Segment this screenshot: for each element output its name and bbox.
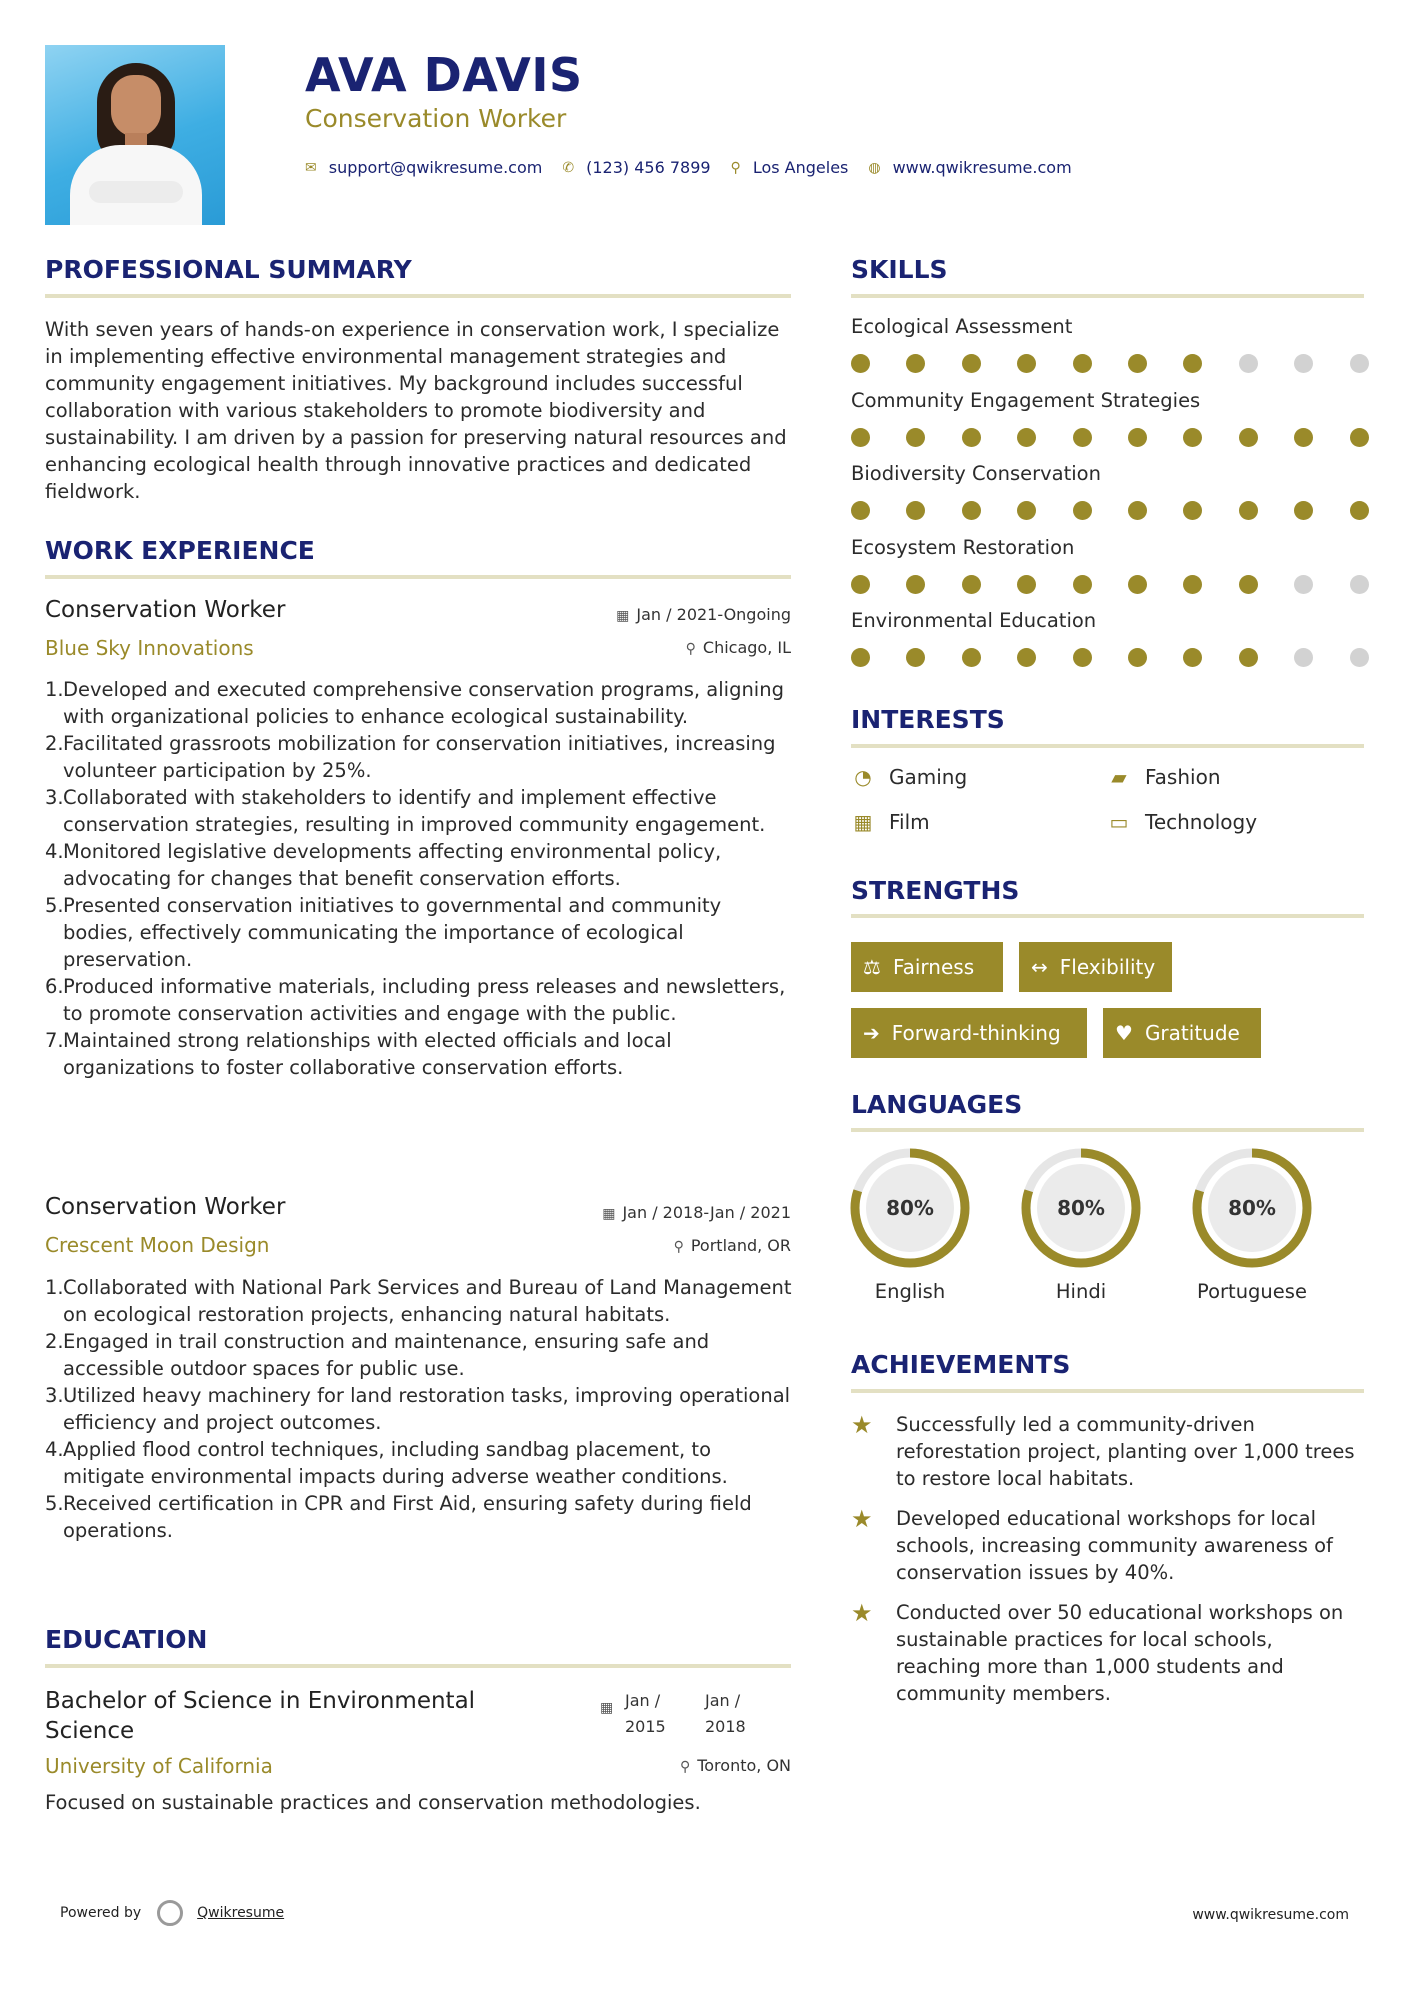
achievements-heading: ACHIEVEMENTS [851, 1350, 1071, 1379]
degree-title: Bachelor of Science in Environmental Science [45, 1688, 476, 1744]
skill-dot [1350, 575, 1369, 594]
skill-dot [851, 428, 870, 447]
list-item: Received certification in CPR and First Aid, ensuring safety during field operations. [63, 1492, 752, 1542]
strength-badge: ➔ Forward-thinking [851, 1008, 1087, 1058]
skill-dot [962, 648, 981, 667]
strength-badge: ⚖ Fairness [851, 942, 1003, 992]
section-divider [851, 914, 1364, 918]
achievement-item: ★ Developed educational workshops for local schools, increasing community awareness of conservation issues by 40%. [851, 1505, 1333, 1584]
language-ring [848, 1146, 972, 1270]
skill-dot [1073, 354, 1092, 373]
skill-rating [851, 648, 1366, 668]
skill-dot [1294, 648, 1313, 667]
language-name: Hindi [1055, 1280, 1107, 1303]
list-item: Monitored legislative developments affecting environmental policy, advocating for changes that benefit conservation efforts. [63, 840, 722, 890]
heart-icon: ♥ [1115, 1021, 1133, 1045]
skill-dot [962, 354, 981, 373]
list-item: Utilized heavy machinery for land restoration tasks, improving operational efficiency and project outcomes. [63, 1384, 791, 1434]
language-ring [1019, 1146, 1143, 1270]
star-icon: ★ [851, 1411, 873, 1439]
skill-rating [851, 575, 1366, 595]
skill-dot [1017, 428, 1036, 447]
language-percent: 80% [1057, 1196, 1105, 1220]
skill-dot [1183, 501, 1202, 520]
summary-heading: PROFESSIONAL SUMMARY [45, 255, 412, 284]
skill-dot [1350, 648, 1369, 667]
interest-film: ▦ Film [851, 810, 930, 834]
skill-dot [1017, 501, 1036, 520]
calendar-icon: ▦ [616, 608, 630, 624]
skill-dot [1350, 428, 1369, 447]
skill-dot [1239, 575, 1258, 594]
language-item [1190, 1146, 1314, 1303]
candidate-name: AVA DAVIS [305, 48, 583, 102]
interest-gaming: ◔ Gaming [851, 765, 967, 789]
edu-end-date: Jan / 2018 [705, 1691, 746, 1736]
pin-icon: ⚲ [673, 1239, 684, 1255]
language-percent: 80% [1228, 1196, 1276, 1220]
skill-dot [1073, 575, 1092, 594]
skill-dot [1128, 501, 1147, 520]
skill-dot [906, 354, 925, 373]
skill-dot [1239, 428, 1258, 447]
skill-name: Community Engagement Strategies [851, 388, 1201, 412]
section-divider [45, 575, 791, 579]
skill-dot [906, 428, 925, 447]
film-icon: ▦ [853, 810, 873, 834]
skill-dot [1239, 354, 1258, 373]
language-ring [1190, 1146, 1314, 1270]
skill-dot [1183, 648, 1202, 667]
job-title: Conservation Worker [45, 1194, 286, 1220]
skill-dot [1073, 501, 1092, 520]
experience-heading: WORK EXPERIENCE [45, 536, 315, 565]
interests-heading: INTERESTS [851, 705, 1005, 734]
skill-dot [1017, 648, 1036, 667]
profile-photo [45, 45, 225, 225]
phone-icon: ✆ [562, 159, 575, 176]
calendar-icon: ▦ [602, 1206, 616, 1222]
skill-dot [1294, 575, 1313, 594]
skill-dot [906, 648, 925, 667]
section-divider [851, 294, 1364, 298]
footer-url[interactable]: www.qwikresume.com [1192, 1907, 1349, 1923]
interest-technology: ▭ Technology [1107, 810, 1257, 834]
shopping-bag-icon: ▰ [1111, 765, 1127, 789]
job-location: ⚲ Chicago, IL [685, 638, 791, 657]
languages-heading: LANGUAGES [851, 1090, 1023, 1119]
skill-dot [1294, 354, 1313, 373]
contact-phone[interactable]: ✆ (123) 456 7899 [562, 158, 711, 177]
pin-icon: ⚲ [685, 641, 696, 657]
skill-dot [1183, 575, 1202, 594]
calendar-icon: ▦ [600, 1700, 614, 1716]
list-item: Collaborated with National Park Services and Bureau of Land Management on ecological restoration projects, enhancing natural habitats. [63, 1276, 792, 1326]
list-item: Facilitated grassroots mobilization for conservation initiatives, increasing volunteer participation by 25%. [63, 732, 776, 782]
balance-scale-icon: ⚖ [863, 955, 881, 979]
laptop-icon: ▭ [1109, 810, 1129, 834]
strengths-heading: STRENGTHS [851, 876, 1020, 905]
candidate-title: Conservation Worker [305, 104, 567, 133]
skill-dot [1128, 575, 1147, 594]
skill-dot [1239, 501, 1258, 520]
arrow-right-icon: ➔ [863, 1021, 880, 1045]
list-item: Engaged in trail construction and maintenance, ensuring safe and accessible outdoor spaces for public use. [63, 1330, 710, 1380]
star-icon: ★ [851, 1599, 873, 1627]
language-item [848, 1146, 972, 1303]
footer-powered-by: Powered by Qwikresume [60, 1900, 284, 1926]
edu-location: ⚲ Toronto, ON [679, 1756, 791, 1775]
section-divider [851, 1389, 1364, 1393]
skill-dot [962, 501, 981, 520]
language-name: English [874, 1280, 946, 1303]
skill-dot [1128, 354, 1147, 373]
contact-bar [305, 158, 1092, 177]
skill-dot [962, 575, 981, 594]
contact-website[interactable]: ◍ www.qwikresume.com [868, 158, 1072, 177]
skill-dot [851, 575, 870, 594]
skill-dot [851, 501, 870, 520]
section-divider [851, 1128, 1364, 1132]
skill-name: Biodiversity Conservation [851, 462, 1101, 485]
skill-rating [851, 428, 1366, 448]
skill-dot [1128, 428, 1147, 447]
skill-name: Environmental Education [851, 609, 1097, 632]
skill-rating [851, 354, 1366, 374]
contact-location: ⚲ Los Angeles [730, 158, 849, 177]
skill-dot [1239, 648, 1258, 667]
skills-heading: SKILLS [851, 255, 948, 284]
skill-name: Ecosystem Restoration [851, 535, 1075, 559]
achievement-item: ★ Successfully led a community-driven reforestation project, planting over 1,000 trees to restore local habitats. [851, 1411, 1355, 1490]
list-item: Produced informative materials, including press releases and newsletters, to promote conservation activities and engage with the public. [63, 975, 786, 1025]
skill-name: Ecological Assessment [851, 315, 1073, 338]
job-company: Blue Sky Innovations [45, 636, 254, 660]
list-item: Collaborated with stakeholders to identify and implement effective conservation strategies, resulting in improved community engagement. [63, 786, 766, 836]
skill-dot [1294, 501, 1313, 520]
map-marker-icon: ⚲ [730, 159, 741, 176]
strength-badge: ↔ Flexibility [1019, 942, 1172, 992]
education-heading: EDUCATION [45, 1625, 208, 1654]
skill-dot [1017, 354, 1036, 373]
star-icon: ★ [851, 1505, 873, 1533]
job-dates: ▦ Jan / 2018-Jan / 2021 [602, 1203, 791, 1222]
double-arrow-icon: ↔ [1031, 955, 1048, 979]
list-item: Developed and executed comprehensive conservation programs, aligning with organizational policies to enhance ecological sustainability. [63, 678, 784, 728]
section-divider [45, 294, 791, 298]
job-dates: ▦ Jan / 2021-Ongoing [616, 605, 791, 624]
skill-rating [851, 501, 1366, 521]
section-divider [851, 744, 1364, 748]
skill-dot [1294, 428, 1313, 447]
footer-brand-link[interactable]: Qwikresume [197, 1905, 285, 1921]
section-divider [45, 1664, 791, 1668]
skill-dot [906, 501, 925, 520]
qwikresume-logo-icon [157, 1900, 183, 1926]
language-item [1019, 1146, 1143, 1303]
list-item: Applied flood control techniques, including sandbag placement, to mitigate environmental impacts during adverse weather conditions. [63, 1438, 728, 1488]
envelope-icon: ✉ [305, 159, 317, 176]
job-location: ⚲ Portland, OR [673, 1236, 791, 1255]
skill-dot [1350, 501, 1369, 520]
language-name: Portuguese [1197, 1280, 1307, 1303]
summary-text: With seven years of hands-on experience in conservation work, I specialize in implementing effective environmental management strategies and community engagement initiatives. My background includes successful collaboration with various stakeholders to promote biodiversity and sustainability. I am driven by a passion for preserving natural resources and enhancing ecological health through innovative practices and dedicated fieldwork. [45, 318, 787, 503]
achievement-item: ★ Conducted over 50 educational workshops on sustainable practices for local schools, reaching more than 1,000 students and community members. [851, 1599, 1344, 1705]
contact-email[interactable]: ✉ support@qwikresume.com [305, 158, 543, 177]
skill-dot [851, 648, 870, 667]
pin-icon: ⚲ [679, 1759, 691, 1775]
skill-dot [906, 575, 925, 594]
job-company: Crescent Moon Design [45, 1233, 270, 1257]
skill-dot [1073, 428, 1092, 447]
list-item: Maintained strong relationships with elected officials and local organizations to foster collaborative conservation efforts. [63, 1029, 672, 1079]
interest-fashion: ▰ Fashion [1107, 765, 1221, 789]
strength-badge: ♥ Gratitude [1103, 1008, 1261, 1058]
edu-description: Focused on sustainable practices and conservation methodologies. [45, 1791, 701, 1814]
gamepad-icon: ◔ [854, 765, 872, 789]
school-name: University of California [45, 1754, 273, 1778]
language-percent: 80% [886, 1196, 934, 1220]
globe-icon: ◍ [868, 159, 881, 176]
skill-dot [1073, 648, 1092, 667]
skill-dot [1017, 575, 1036, 594]
edu-start-date: Jan / 2015 [625, 1691, 666, 1736]
skill-dot [962, 428, 981, 447]
job-bullets [45, 1274, 795, 1544]
skill-dot [1350, 354, 1369, 373]
job-title: Conservation Worker [45, 597, 286, 623]
skill-dot [1183, 428, 1202, 447]
list-item: Presented conservation initiatives to governmental and community bodies, effectively communicating the importance of ecological preservation. [63, 894, 722, 971]
job-bullets [45, 676, 795, 1081]
skill-dot [851, 354, 870, 373]
skill-dot [1128, 648, 1147, 667]
skill-dot [1183, 354, 1202, 373]
